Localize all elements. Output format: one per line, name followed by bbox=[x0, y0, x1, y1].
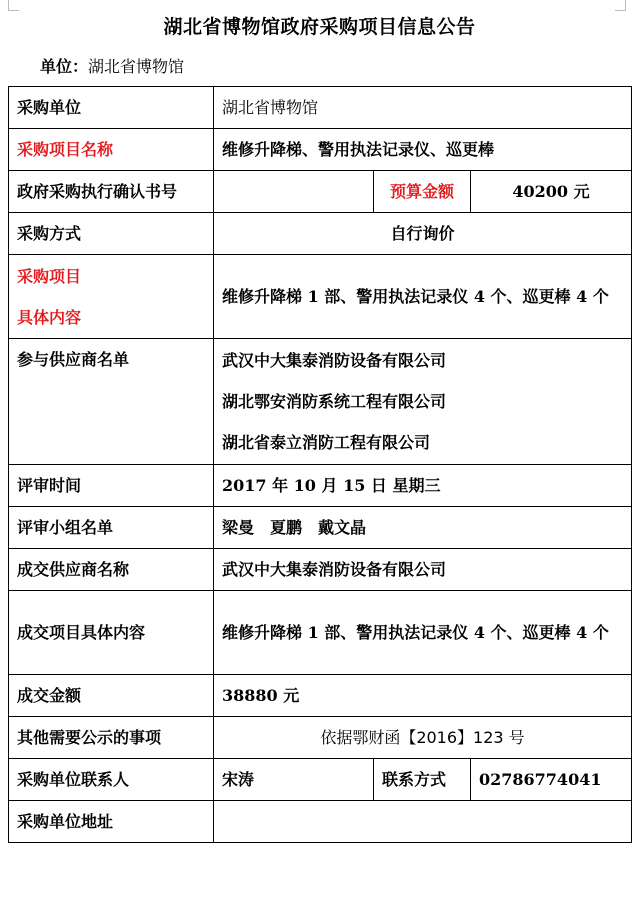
corner-mark-right bbox=[615, 0, 626, 11]
phone-label: 联系方式 bbox=[374, 759, 471, 801]
unit-line bbox=[40, 54, 184, 77]
project-name-value: 维修升降梯、警用执法记录仪、巡更棒 bbox=[214, 129, 632, 171]
table-row bbox=[9, 339, 632, 465]
winner-label: 成交供应商名称 bbox=[9, 549, 214, 591]
table-row bbox=[9, 759, 632, 801]
review-panel-value: 梁曼 夏鹏 戴文晶 bbox=[214, 507, 632, 549]
deal-amount-value: 38880 元 bbox=[214, 675, 632, 717]
unit-value: 湖北省博物馆 bbox=[88, 57, 185, 76]
procurement-table bbox=[8, 86, 632, 843]
suppliers-label: 参与供应商名单 bbox=[9, 339, 214, 465]
table-row bbox=[9, 465, 632, 507]
other-label: 其他需要公示的事项 bbox=[9, 717, 214, 759]
supplier-item: 武汉中大集泰消防设备有限公司 bbox=[222, 351, 447, 370]
purchaser-label: 采购单位 bbox=[9, 87, 214, 129]
supplier-item: 湖北省泰立消防工程有限公司 bbox=[222, 433, 431, 452]
address-value bbox=[214, 801, 632, 843]
content-value: 维修升降梯 1 部、警用执法记录仪 4 个、巡更棒 4 个 bbox=[214, 255, 632, 339]
method-value: 自行询价 bbox=[214, 213, 632, 255]
table-row bbox=[9, 213, 632, 255]
address-label: 采购单位地址 bbox=[9, 801, 214, 843]
deal-content-value: 维修升降梯 1 部、警用执法记录仪 4 个、巡更棒 4 个 bbox=[214, 591, 632, 675]
content-label bbox=[9, 255, 214, 339]
supplier-item: 湖北鄂安消防系统工程有限公司 bbox=[222, 392, 447, 411]
project-name-label: 采购项目名称 bbox=[9, 129, 214, 171]
table-row bbox=[9, 87, 632, 129]
deal-amount-label: 成交金额 bbox=[9, 675, 214, 717]
confirmation-label: 政府采购执行确认书号 bbox=[9, 171, 214, 213]
budget-value: 40200 元 bbox=[471, 171, 632, 213]
confirmation-value bbox=[214, 171, 374, 213]
budget-label: 预算金额 bbox=[374, 171, 471, 213]
table-row bbox=[9, 255, 632, 339]
winner-value: 武汉中大集泰消防设备有限公司 bbox=[214, 549, 632, 591]
contact-label: 采购单位联系人 bbox=[9, 759, 214, 801]
purchaser-value: 湖北省博物馆 bbox=[214, 87, 632, 129]
table-row bbox=[9, 171, 632, 213]
deal-content-label: 成交项目具体内容 bbox=[9, 591, 214, 675]
suppliers-list bbox=[214, 339, 632, 465]
corner-mark-left bbox=[8, 0, 19, 11]
table-row bbox=[9, 549, 632, 591]
method-label: 采购方式 bbox=[9, 213, 214, 255]
review-time-value: 2017 年 10 月 15 日 星期三 bbox=[214, 465, 632, 507]
table-row bbox=[9, 591, 632, 675]
table-row bbox=[9, 507, 632, 549]
review-time-label: 评审时间 bbox=[9, 465, 214, 507]
review-panel-label: 评审小组名单 bbox=[9, 507, 214, 549]
contact-value: 宋涛 bbox=[214, 759, 374, 801]
table-row bbox=[9, 129, 632, 171]
table-row bbox=[9, 675, 632, 717]
other-value: 依据鄂财函【2016】123 号 bbox=[214, 717, 632, 759]
table-row bbox=[9, 801, 632, 843]
content-label-line2: 具体内容 bbox=[17, 307, 82, 327]
unit-label: 单位： bbox=[40, 57, 89, 76]
table-row bbox=[9, 717, 632, 759]
phone-value: 02786774041 bbox=[471, 759, 632, 801]
content-label-line1: 采购项目 bbox=[17, 266, 82, 286]
page-title: 湖北省博物馆政府采购项目信息公告 bbox=[163, 16, 476, 38]
